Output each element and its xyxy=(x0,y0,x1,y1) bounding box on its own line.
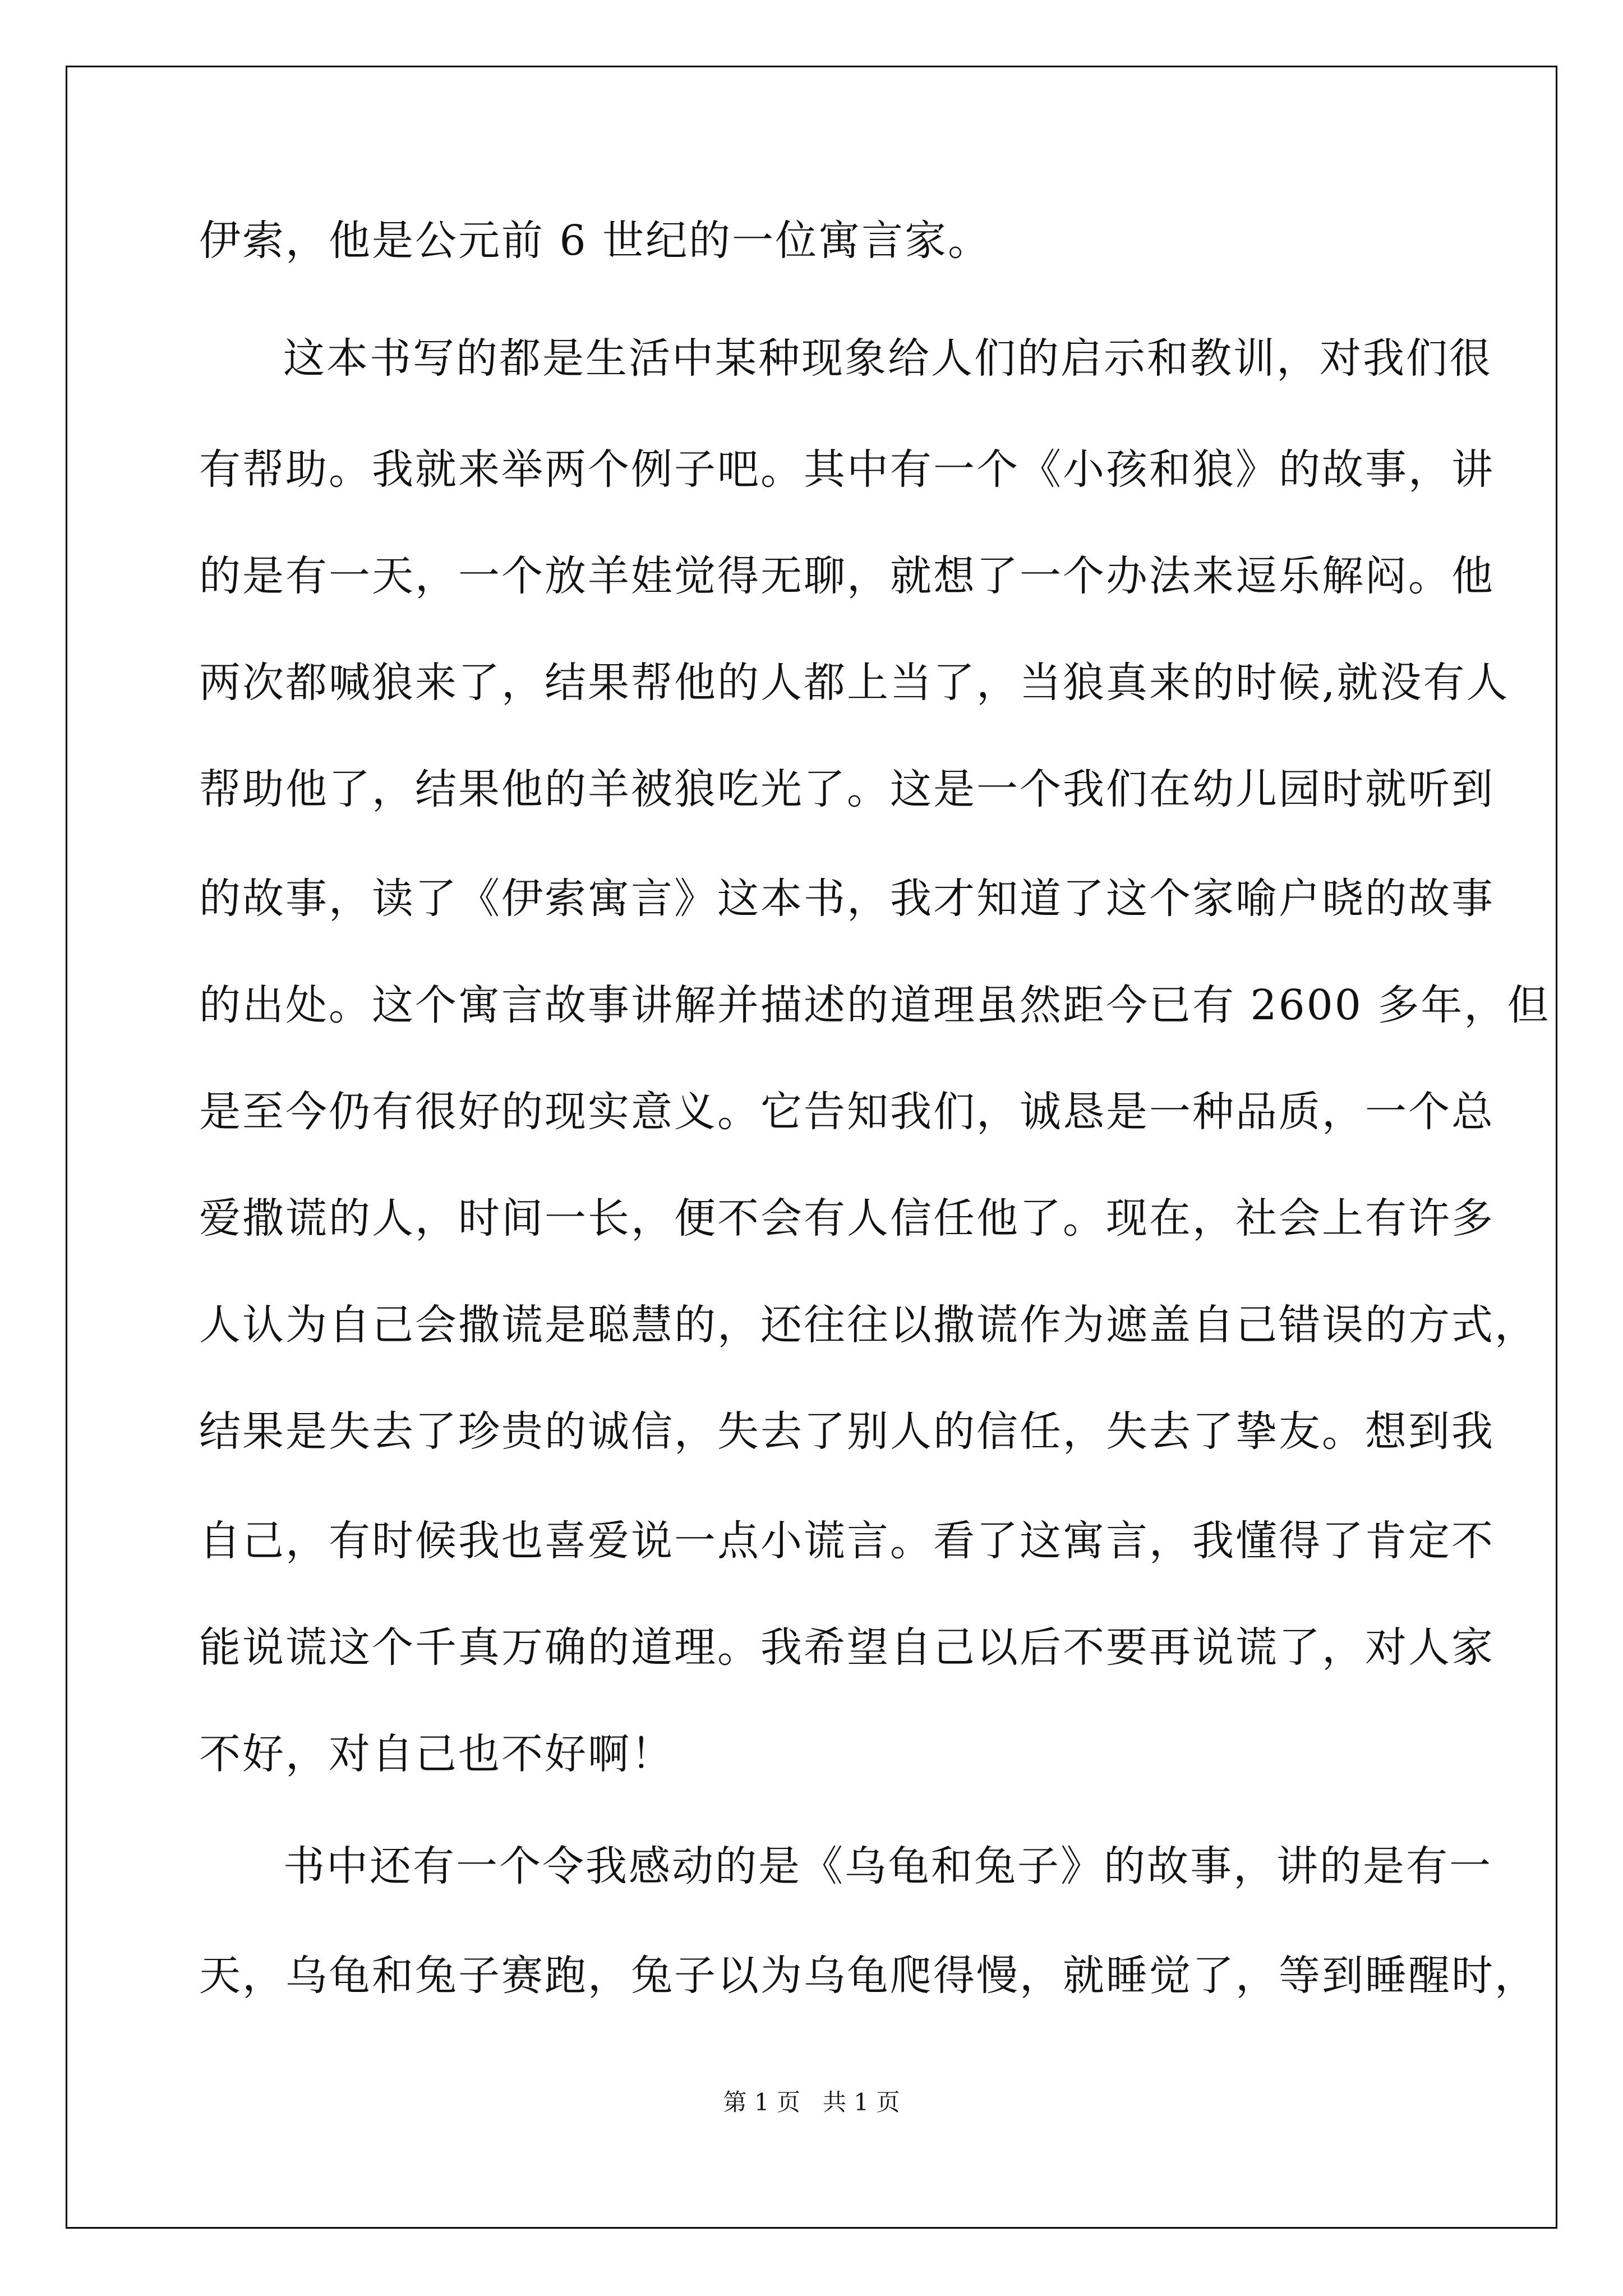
text-line-14: 能说谎这个千真万确的道理。我希望自己以后不要再说谎了，对人家 xyxy=(199,1623,1495,1672)
text-line-13: 自己，有时候我也喜爱说一点小谎言。看了这寓言，我懂得了肯定不 xyxy=(199,1517,1495,1565)
text-line-17: 天，乌龟和兔子赛跑，兔子以为乌龟爬得慢，就睡觉了，等到睡醒时， xyxy=(199,1952,1538,2000)
text-line-4: 的是有一天，一个放羊娃觉得无聊，就想了一个办法来逗乐解闷。他 xyxy=(199,552,1495,600)
text-line-7: 的故事，读了《伊索寓言》这本书，我才知道了这个家喻户晓的故事 xyxy=(199,875,1495,923)
text-line-16: 书中还有一个令我感动的是《乌龟和兔子》的故事，讲的是有一 xyxy=(283,1842,1492,1890)
text-line-1: 伊索，他是公元前 6 世纪的一位寓言家。 xyxy=(199,217,992,265)
text-line-11: 人认为自己会撒谎是聪慧的，还往往以撒谎作为遮盖自己错误的方式， xyxy=(199,1301,1538,1349)
text-line-3: 有帮助。我就来举两个例子吧。其中有一个《小孩和狼》的故事，讲 xyxy=(199,445,1495,494)
text-line-5: 两次都喊狼来了，结果帮他的人都上当了，当狼真来的时候,就没有人 xyxy=(199,659,1510,707)
text-line-10: 爱撒谎的人，时间一长，便不会有人信任他了。现在，社会上有许多 xyxy=(199,1194,1495,1243)
text-line-12: 结果是失去了珍贵的诚信，失去了别人的信任，失去了挚友。想到我 xyxy=(199,1407,1495,1456)
text-line-2: 这本书写的都是生活中某种现象给人们的启示和教训，对我们很 xyxy=(283,334,1492,383)
text-line-15: 不好，对自己也不好啊！ xyxy=(199,1730,674,1778)
text-line-9: 是至今仍有很好的现实意义。它告知我们，诚恳是一种品质，一个总 xyxy=(199,1088,1495,1136)
page-number-footer: 第 1 页 共 1 页 xyxy=(723,2088,900,2116)
text-line-8: 的出处。这个寓言故事讲解并描述的道理虽然距今已有 2600 多年，但 xyxy=(199,981,1551,1029)
text-line-6: 帮助他了，结果他的羊被狼吃光了。这是一个我们在幼儿园时就听到 xyxy=(199,765,1495,813)
page-border xyxy=(66,66,1557,2229)
